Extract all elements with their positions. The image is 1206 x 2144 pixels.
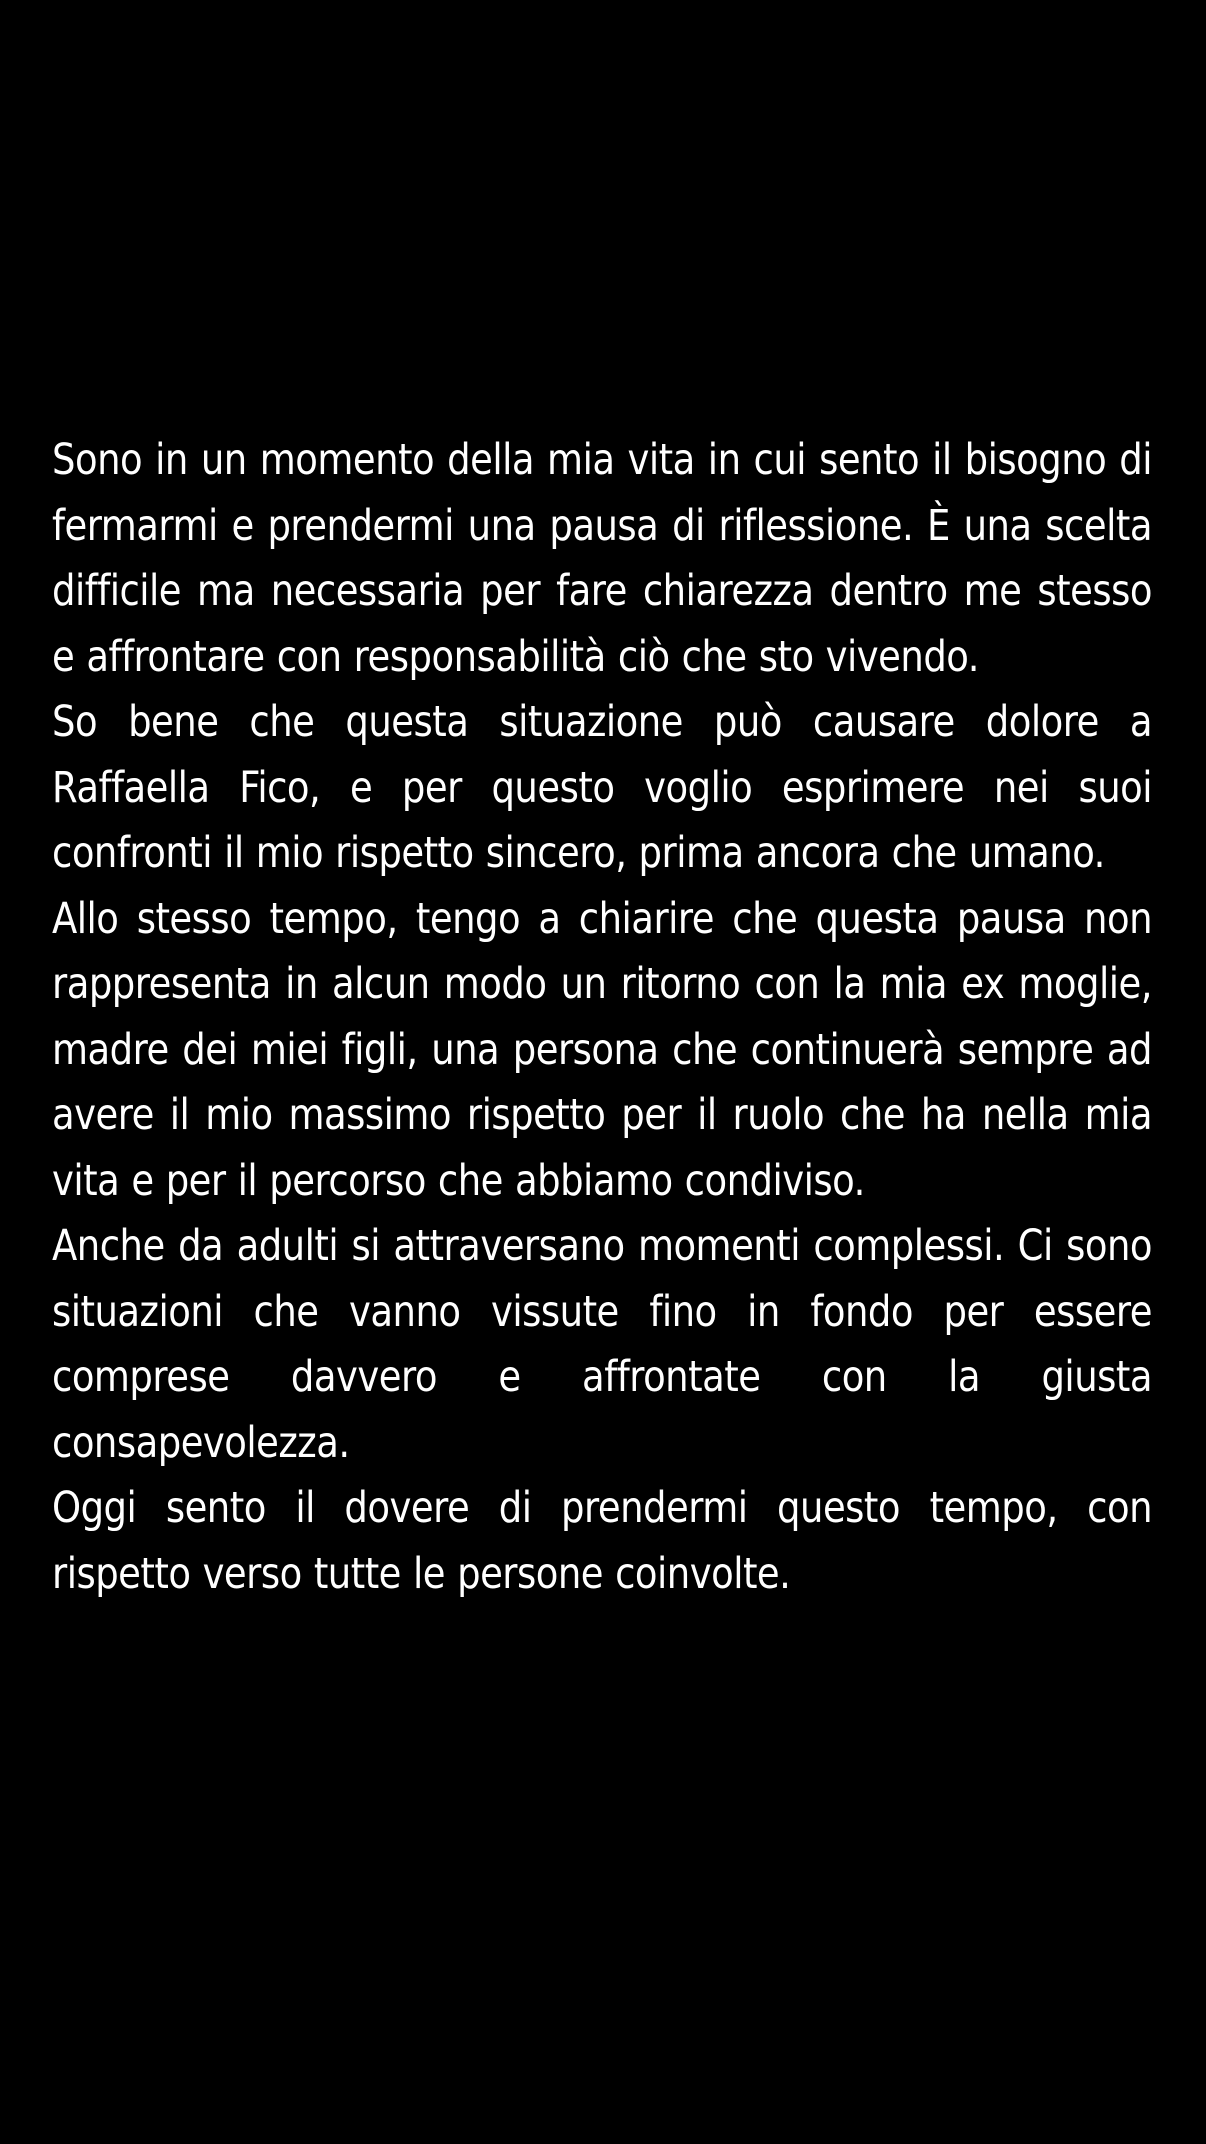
story-paragraph-3: Allo stesso tempo, tengo a chiarire che questa pausa non rappresenta in alcun modo un ritorno con la mia ex moglie, madre dei miei figli, una persona che continuerà sempre ad avere il mio massimo rispetto per il ruolo che ha nella mia vita e per il percorso che abbiamo condiviso.	[52, 893, 1152, 1206]
story-paragraph-5: Oggi sento il dovere di prendermi questo tempo, con rispetto verso tutte le persone coinvolte.	[52, 1483, 1152, 1599]
story-text-block	[52, 428, 1152, 1607]
story-paragraph-4: Anche da adulti si attraversano momenti complessi. Ci sono situazioni che vanno vissute fino in fondo per essere comprese davvero e affrontate con la giusta consapevolezza.	[52, 1221, 1152, 1468]
story-paragraph-2: So bene che questa situazione può causare dolore a Raffaella Fico, e per questo voglio esprimere nei suoi confronti il mio rispetto sincero, prima ancora che umano.	[52, 697, 1152, 878]
story-paragraph-1: Sono in un momento della mia vita in cui sento il bisogno di fermarmi e prendermi una pausa di riflessione. È una scelta difficile ma necessaria per fare chiarezza dentro me stesso e affrontare con responsabilità ciò che sto vivendo.	[52, 435, 1152, 682]
